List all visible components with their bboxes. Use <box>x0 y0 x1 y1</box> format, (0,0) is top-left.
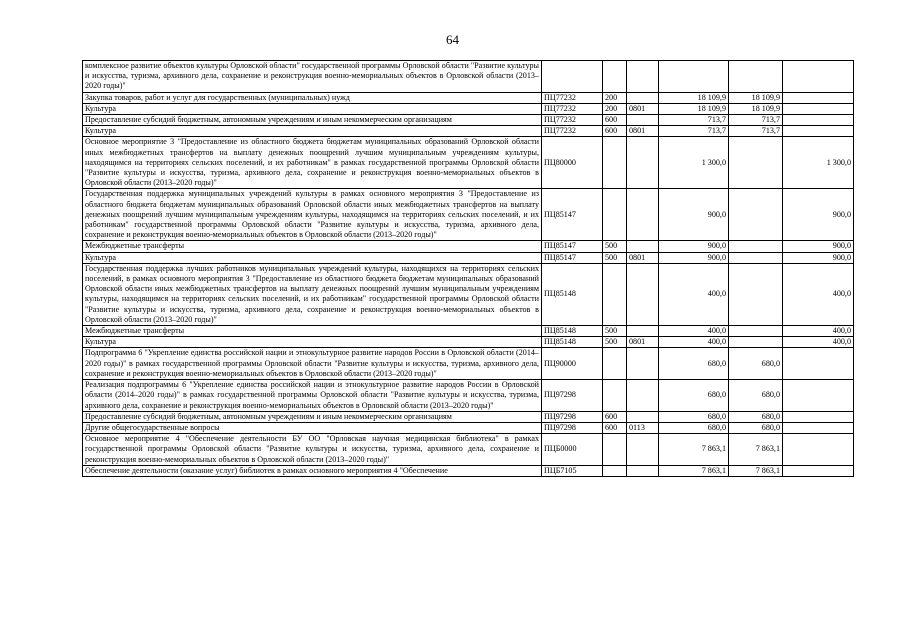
row-code: ПЦ85148 <box>542 326 603 337</box>
budget-table <box>82 60 854 477</box>
row-section <box>627 115 659 126</box>
row-total: 680,0 <box>659 380 729 412</box>
row-regional <box>729 337 783 348</box>
row-total: 900,0 <box>659 252 729 263</box>
row-regional: 713,7 <box>729 126 783 137</box>
row-name: Основное мероприятие 4 "Обеспечение деятельности БУ ОО "Орловская научная медицинская библиотека" в рамках государственной программы Орловской области "Развитие культуры и искусства, туризма, архивного дела, сохранение и реконструкция военно-мемориальных объектов в Орловской области (2013–2020 годы)" <box>83 434 542 466</box>
table-row <box>83 252 854 263</box>
row-regional <box>729 189 783 241</box>
row-section <box>627 241 659 252</box>
row-municipal <box>783 103 854 114</box>
row-code: ПЦ85148 <box>542 337 603 348</box>
row-regional <box>729 61 783 93</box>
row-section <box>627 348 659 380</box>
row-section: 0801 <box>627 252 659 263</box>
row-regional: 680,0 <box>729 411 783 422</box>
row-total: 400,0 <box>659 337 729 348</box>
row-total: 680,0 <box>659 348 729 380</box>
row-expense-group <box>603 380 627 412</box>
row-expense-group: 600 <box>603 115 627 126</box>
row-name: Культура <box>83 103 542 114</box>
row-section <box>627 189 659 241</box>
row-section <box>627 137 659 189</box>
row-total: 680,0 <box>659 422 729 433</box>
row-regional: 7 863,1 <box>729 465 783 476</box>
row-municipal: 1 300,0 <box>783 137 854 189</box>
row-municipal <box>783 434 854 466</box>
row-name: Межбюджетные трансферты <box>83 241 542 252</box>
row-municipal: 400,0 <box>783 263 854 325</box>
row-expense-group: 600 <box>603 126 627 137</box>
row-code <box>542 61 603 93</box>
row-municipal: 900,0 <box>783 189 854 241</box>
row-section <box>627 61 659 93</box>
row-regional: 7 863,1 <box>729 434 783 466</box>
row-total: 18 109,9 <box>659 92 729 103</box>
row-section <box>627 326 659 337</box>
row-expense-group: 600 <box>603 411 627 422</box>
row-code: ПЦ90000 <box>542 348 603 380</box>
row-name: Основное мероприятие 3 "Предоставление из областного бюджета бюджетам муниципальных образований Орловской области иных межбюджетных трансфертов на выплату денежных поощрений лучшим муниципальным учреждениям культуры, находящимся на территориях сельских поселений, и их работникам" в рамках государственной программы Орловской области "Развитие культуры и искусства, туризма, архивного дела, сохранение и реконструкция военно-мемориальных объектов в Орловской области (2013–2020 годы)" <box>83 137 542 189</box>
row-municipal <box>783 422 854 433</box>
budget-table-body <box>83 61 854 477</box>
row-regional <box>729 252 783 263</box>
row-expense-group <box>603 348 627 380</box>
row-total: 18 109,9 <box>659 103 729 114</box>
row-municipal <box>783 61 854 93</box>
table-row <box>83 61 854 93</box>
row-code: ПЦ97298 <box>542 411 603 422</box>
row-expense-group: 500 <box>603 241 627 252</box>
table-row <box>83 422 854 433</box>
row-code: ПЦ80000 <box>542 137 603 189</box>
row-regional <box>729 137 783 189</box>
row-regional: 680,0 <box>729 348 783 380</box>
table-row <box>83 465 854 476</box>
row-expense-group: 200 <box>603 103 627 114</box>
row-regional <box>729 241 783 252</box>
row-municipal: 400,0 <box>783 326 854 337</box>
row-regional: 18 109,9 <box>729 103 783 114</box>
row-municipal <box>783 348 854 380</box>
row-code: ПЦ85147 <box>542 241 603 252</box>
row-section: 0801 <box>627 126 659 137</box>
row-code: ПЦ97298 <box>542 422 603 433</box>
table-row <box>83 115 854 126</box>
row-code: ПЦ97298 <box>542 380 603 412</box>
row-code: ПЦ77232 <box>542 126 603 137</box>
row-expense-group <box>603 61 627 93</box>
row-municipal: 400,0 <box>783 337 854 348</box>
row-section <box>627 380 659 412</box>
row-code: ПЦ85148 <box>542 263 603 325</box>
row-code: ПЦ85147 <box>542 252 603 263</box>
row-section <box>627 92 659 103</box>
table-row <box>83 103 854 114</box>
row-municipal <box>783 126 854 137</box>
row-municipal <box>783 411 854 422</box>
row-section <box>627 434 659 466</box>
row-total: 713,7 <box>659 126 729 137</box>
row-code: ПЦ77232 <box>542 103 603 114</box>
row-name: Государственная поддержка лучших работников муниципальных учреждений культуры, находящихся на территориях сельских поселений, в рамках основного мероприятия 3 "Предоставление из областного бюджета бюджетам муниципальных образований Орловской области иных межбюджетных трансфертов на выплату денежных поощрений лучшим муниципальным учреждениям культуры, находящимся на территориях сельских поселений, и их работникам" государственной программы Орловской области "Развитие культуры и искусства, туризма, архивного дела, сохранение и реконструкция военно-мемориальных объектов в Орловской области (2013–2020 годы)" <box>83 263 542 325</box>
row-expense-group <box>603 434 627 466</box>
row-code: ПЦ85147 <box>542 189 603 241</box>
row-expense-group: 500 <box>603 252 627 263</box>
table-row <box>83 326 854 337</box>
row-municipal: 900,0 <box>783 252 854 263</box>
row-expense-group <box>603 189 627 241</box>
row-total: 400,0 <box>659 263 729 325</box>
row-total: 400,0 <box>659 326 729 337</box>
row-regional <box>729 263 783 325</box>
row-name: Предоставление субсидий бюджетным, автономным учреждениям и иным некоммерческим организациям <box>83 115 542 126</box>
row-code: ПЦ77232 <box>542 92 603 103</box>
row-regional: 680,0 <box>729 422 783 433</box>
row-expense-group: 200 <box>603 92 627 103</box>
table-row <box>83 380 854 412</box>
row-total: 1 300,0 <box>659 137 729 189</box>
table-row <box>83 189 854 241</box>
row-total <box>659 61 729 93</box>
row-section: 0801 <box>627 103 659 114</box>
row-regional: 680,0 <box>729 380 783 412</box>
row-name: Закупка товаров, работ и услуг для государственных (муниципальных) нужд <box>83 92 542 103</box>
row-total: 680,0 <box>659 411 729 422</box>
row-expense-group <box>603 263 627 325</box>
row-name: Межбюджетные трансферты <box>83 326 542 337</box>
row-municipal <box>783 380 854 412</box>
row-name: Предоставление субсидий бюджетным, автономным учреждениям и иным некоммерческим организациям <box>83 411 542 422</box>
row-name: Культура <box>83 252 542 263</box>
row-name: Государственная поддержка муниципальных учреждений культуры в рамках основного мероприятия 3 "Предоставление из областного бюджета бюджетам муниципальных образований Орловской области иных межбюджетных трансфертов на выплату денежных поощрений лучшим муниципальным учреждениям культуры, находящимся на территориях сельских поселений, и их работникам" государственной программы Орловской области "Развитие культуры и искусства, туризма, архивного дела, сохранение и реконструкция военно-мемориальных объектов в Орловской области (2013–2020 годы)" <box>83 189 542 241</box>
table-row <box>83 348 854 380</box>
row-code: ПЦ77232 <box>542 115 603 126</box>
table-row <box>83 434 854 466</box>
row-total: 713,7 <box>659 115 729 126</box>
row-expense-group: 500 <box>603 326 627 337</box>
page-number: 64 <box>446 32 459 47</box>
row-code: ПЦБ0000 <box>542 434 603 466</box>
table-row <box>83 126 854 137</box>
row-regional <box>729 326 783 337</box>
row-code: ПЦБ7105 <box>542 465 603 476</box>
row-section <box>627 411 659 422</box>
row-name: Подпрограмма 6 "Укрепление единства российской нации и этнокультурное развитие народов России в Орловской области (2014–2020 годы)" в рамках государственной программы Орловской области "Развитие культуры и искусства, туризма, архивного дела, сохранение и реконструкция военно-мемориальных объектов в Орловской области (2013–2020 годы)" <box>83 348 542 380</box>
row-expense-group <box>603 137 627 189</box>
row-name: Обеспечение деятельности (оказание услуг) библиотек в рамках основного мероприятия 4 "Обеспечение <box>83 465 542 476</box>
table-row <box>83 92 854 103</box>
row-name: Культура <box>83 337 542 348</box>
row-section: 0801 <box>627 337 659 348</box>
row-name: Другие общегосударственные вопросы <box>83 422 542 433</box>
row-municipal <box>783 465 854 476</box>
row-name: Культура <box>83 126 542 137</box>
row-total: 7 863,1 <box>659 434 729 466</box>
row-expense-group: 500 <box>603 337 627 348</box>
row-municipal <box>783 92 854 103</box>
table-row <box>83 241 854 252</box>
table-row <box>83 337 854 348</box>
table-row <box>83 137 854 189</box>
row-expense-group: 600 <box>603 422 627 433</box>
row-municipal <box>783 115 854 126</box>
row-total: 900,0 <box>659 189 729 241</box>
row-section: 0113 <box>627 422 659 433</box>
table-row <box>83 263 854 325</box>
row-section <box>627 465 659 476</box>
row-total: 7 863,1 <box>659 465 729 476</box>
row-total: 900,0 <box>659 241 729 252</box>
row-municipal: 900,0 <box>783 241 854 252</box>
row-regional: 18 109,9 <box>729 92 783 103</box>
row-name: Реализация подпрограммы 6 "Укрепление единства российской нации и этнокультурное развитие народов России в Орловской области (2014–2020 годы)" в рамках государственной программы Орловской области "Развитие культуры и искусства, туризма, архивного дела, сохранение и реконструкция военно-мемориальных объектов в Орловской области (2013–2020 годы)" <box>83 380 542 412</box>
row-regional: 713,7 <box>729 115 783 126</box>
row-name: комплексное развитие объектов культуры Орловской области" государственной программы Орловской области "Развитие культуры и искусства, туризма, архивного дела, сохранение и реконструкция военно-мемориальных объектов в Орловской области (2013–2020 годы)" <box>83 61 542 93</box>
row-section <box>627 263 659 325</box>
row-expense-group <box>603 465 627 476</box>
table-row <box>83 411 854 422</box>
